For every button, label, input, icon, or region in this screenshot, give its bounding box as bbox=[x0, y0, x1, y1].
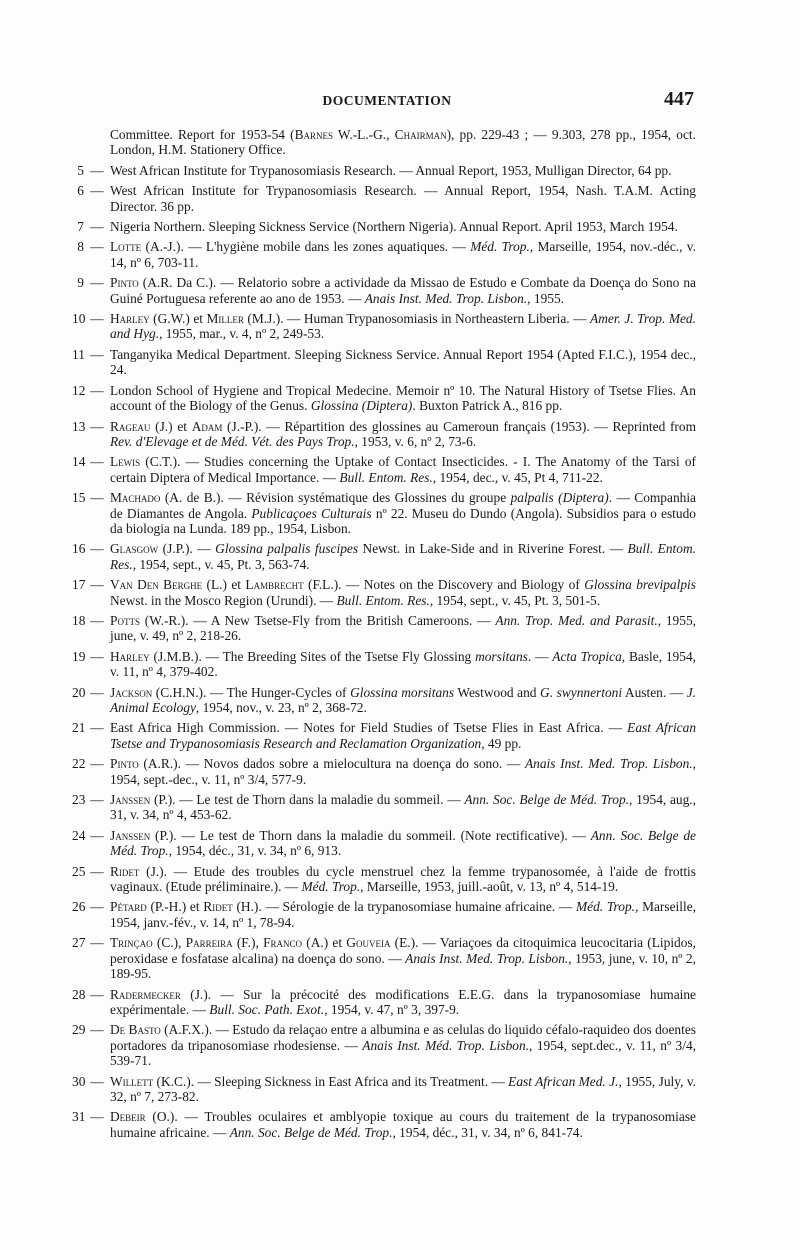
italic-title: Publicaçoes Culturais bbox=[251, 505, 372, 521]
reference-segment: , 1954, déc., 31, v. 34, nº 6, 913. bbox=[168, 843, 342, 859]
reference-entry bbox=[72, 163, 696, 178]
reference-number: 28 bbox=[72, 986, 86, 1002]
author-name: Janssen bbox=[110, 792, 151, 808]
reference-number: 31 bbox=[72, 1109, 86, 1125]
reference-text bbox=[110, 1109, 696, 1140]
reference-segment: . — bbox=[527, 648, 553, 664]
reference-number: 18 bbox=[72, 612, 86, 628]
dash-separator: — bbox=[90, 577, 104, 593]
reference-segment: Westwood and bbox=[454, 684, 541, 700]
reference-number: 27 bbox=[72, 935, 86, 951]
author-name: Gouveia bbox=[346, 935, 391, 951]
dash-separator: — bbox=[90, 684, 104, 700]
reference-segment: (A. de B.). — Révision systématique des Glossines du groupe bbox=[160, 490, 511, 506]
reference-segment: (J.). — Sur la précocité des modifications E.E.G. dans la trypanosomiase humaine expérimentale. — bbox=[110, 986, 696, 1017]
reference-number: 8 bbox=[77, 239, 84, 255]
dash-separator: — bbox=[90, 541, 104, 557]
reference-number: 19 bbox=[72, 648, 86, 664]
reference-segment: (J.P.). — bbox=[158, 541, 216, 557]
author-name: Willett bbox=[110, 1073, 154, 1089]
dash-separator: — bbox=[90, 219, 104, 235]
page-header bbox=[80, 88, 694, 118]
reference-number: 22 bbox=[72, 756, 86, 772]
dash-separator: — bbox=[90, 490, 104, 506]
italic-title: East African Tsetse and Trypanosomiasis Research and Reclamation Organization bbox=[110, 720, 697, 751]
reference-number: 23 bbox=[72, 792, 86, 808]
reference-text bbox=[110, 1022, 696, 1068]
reference-segment: (A.) et bbox=[302, 935, 347, 951]
italic-title: Glossina morsitans bbox=[350, 684, 455, 700]
reference-segment: , 1955, june, v. 49, nº 2, 218-26. bbox=[110, 612, 696, 644]
reference-number: 16 bbox=[72, 541, 86, 557]
reference-segment: Committee. Report for 1953-54 ( bbox=[110, 127, 295, 142]
reference-entry bbox=[72, 935, 696, 981]
reference-segment: West African Institute for Trypanosomiasis Research. — Annual Report, 1954, Nash. T.A.M. Acting Director. 36 pp. bbox=[110, 183, 696, 214]
dash-separator: — bbox=[90, 418, 104, 434]
reference-number: 14 bbox=[72, 454, 86, 470]
author-name: Lotte bbox=[110, 239, 142, 255]
reference-number: 11 bbox=[72, 346, 85, 362]
reference-number: 6 bbox=[77, 183, 84, 199]
italic-title: Anais Inst. Méd. Trop. Lisbon. bbox=[362, 1037, 530, 1053]
reference-entry bbox=[72, 685, 696, 716]
author-name: Barnes W.-L.-G., Chairman bbox=[294, 127, 447, 142]
reference-segment: , 1953, june, v. 10, nº 2, 189-95. bbox=[110, 950, 696, 982]
reference-segment: nº 22. Museu do Dundo (Angola). Subsidios para o estudo da biologia na Lunda. 189 pp., 1954, Lisbon. bbox=[110, 505, 696, 536]
reference-text bbox=[110, 864, 696, 895]
reference-entry bbox=[72, 311, 696, 342]
reference-entry bbox=[72, 720, 696, 751]
italic-title: Ann. Soc. Belge de Méd. Trop. bbox=[464, 792, 630, 808]
reference-entry bbox=[72, 419, 696, 450]
reference-entry bbox=[72, 649, 696, 680]
italic-title: Méd. Trop. bbox=[301, 879, 361, 895]
reference-text bbox=[110, 935, 696, 981]
author-name: De Basto bbox=[110, 1022, 161, 1038]
author-name: Lewis bbox=[110, 454, 141, 470]
author-name: Machado bbox=[110, 490, 161, 506]
reference-segment: , 1955. bbox=[527, 290, 564, 306]
reference-text bbox=[110, 454, 696, 485]
reference-number: 30 bbox=[72, 1073, 86, 1089]
author-name: Lambrecht bbox=[245, 577, 304, 593]
author-name: Glasgow bbox=[110, 541, 159, 557]
reference-entry bbox=[72, 541, 696, 572]
reference-number: 29 bbox=[72, 1022, 86, 1038]
reference-text bbox=[110, 490, 696, 536]
reference-number: 25 bbox=[72, 863, 86, 879]
italic-title: Ann. Soc. Belge de Méd. Trop. bbox=[110, 827, 697, 859]
reference-entry bbox=[72, 183, 696, 214]
italic-title: Anais Inst. Med. Trop. Lisbon. bbox=[405, 950, 569, 966]
italic-title: palpalis (Diptera) bbox=[510, 490, 609, 506]
reference-segment: (M.J.). — Human Trypanosomiasis in Northeastern Liberia. — bbox=[243, 311, 591, 327]
reference-segment: (L.) et bbox=[202, 577, 246, 593]
reference-list bbox=[72, 127, 696, 1145]
reference-segment: (J.). — Etude des troubles du cycle menstruel chez la femme trypanosomée, à l'aide de frottis vaginaux. (Etude préliminaire.). — bbox=[110, 863, 696, 895]
reference-segment: East Africa High Commission. — Notes for Field Studies of Tsetse Flies in East Africa. — bbox=[110, 720, 628, 736]
italic-title: Bull. Entom. Res. bbox=[336, 592, 430, 608]
italic-title: Bull. Soc. Path. Exot. bbox=[209, 1001, 325, 1017]
reference-segment: (C.T.). — Studies concerning the Uptake of Contact Insecticides. - I. The Anatomy of the Tarsi of certain Diptera of Medical Importance. — bbox=[110, 454, 696, 485]
italic-title: G. swynnertoni bbox=[540, 684, 623, 700]
reference-text bbox=[110, 311, 696, 342]
reference-segment: Nigeria Northern. Sleeping Sickness Service (Northern Nigeria). Annual Report. April 1953, March 1954. bbox=[110, 219, 678, 235]
reference-text bbox=[110, 720, 696, 751]
reference-entry bbox=[72, 1074, 696, 1105]
author-name: Janssen bbox=[110, 827, 151, 843]
reference-segment: , Marseille, 1954, janv.-fév., v. 14, nº 1, 78-94. bbox=[110, 899, 696, 930]
reference-entry bbox=[72, 347, 696, 378]
italic-title: Glossina (Diptera) bbox=[310, 398, 413, 414]
reference-segment: (K.C.). — Sleeping Sickness in East Africa and its Treatment. — bbox=[153, 1073, 509, 1089]
dash-separator: — bbox=[90, 239, 104, 255]
reference-entry bbox=[72, 577, 696, 608]
reference-segment: (A.R. Da C.). — Relatorio sobre a actividade da Missao de Estudo e Combate da Doença do Sono na Guiné Portuguesa referente ao ano de 1953. — bbox=[110, 275, 696, 306]
italic-title: Ann. Soc. Belge de Méd. Trop. bbox=[229, 1124, 393, 1140]
reference-text bbox=[110, 613, 696, 644]
dash-separator: — bbox=[90, 1022, 104, 1038]
reference-number: 20 bbox=[72, 684, 86, 700]
reference-segment: (A.-J.). — L'hygiène mobile dans les zones aquatiques. — bbox=[141, 239, 471, 255]
author-name: Pétard bbox=[110, 899, 147, 915]
reference-segment: , 1954, déc., 31, v. 34, nº 6, 841-74. bbox=[392, 1124, 583, 1140]
reference-text bbox=[110, 828, 696, 859]
reference-segment: (H.). — Sérologie de la trypanosomiase humaine africaine. — bbox=[232, 899, 576, 915]
reference-segment: , 1955, July, v. 32, nº 7, 273-82. bbox=[110, 1073, 696, 1104]
reference-text bbox=[110, 649, 696, 680]
reference-entry bbox=[72, 383, 696, 414]
reference-number: 7 bbox=[77, 219, 84, 235]
reference-entry bbox=[72, 828, 696, 859]
italic-title: morsitans bbox=[475, 648, 528, 664]
reference-segment: (A.F.X.). — Estudo da relaçao entre a albumina e as celulas do liquido céfalo-raquideo dos doentes portadores da tripanosomiase rhodesiense. — bbox=[110, 1022, 696, 1053]
reference-entry bbox=[72, 756, 696, 787]
reference-segment: Tanganyika Medical Department. Sleeping Sickness Service. Annual Report 1954 (Apted F.I.C.), 1954 dec., 24. bbox=[110, 346, 696, 378]
reference-text bbox=[110, 541, 696, 572]
author-name: Potts bbox=[110, 612, 140, 628]
reference-text bbox=[110, 792, 696, 823]
reference-text bbox=[110, 685, 696, 716]
dash-separator: — bbox=[90, 1109, 104, 1125]
reference-segment: (C.), bbox=[152, 935, 186, 951]
reference-segment: , 1954, aug., 31, v. 34, nº 4, 453-62. bbox=[110, 792, 696, 823]
dash-separator: — bbox=[90, 346, 104, 362]
reference-segment: (A.R.). — Novos dados sobre a mielocultura na doença do sono. — bbox=[138, 756, 525, 772]
reference-number: 13 bbox=[72, 418, 86, 434]
dash-separator: — bbox=[90, 986, 104, 1002]
reference-text bbox=[110, 219, 696, 234]
author-name: Franco bbox=[263, 935, 303, 951]
italic-title: J. Animal Ecology bbox=[110, 684, 696, 715]
italic-title: Glossina brevipalpis bbox=[584, 577, 696, 593]
italic-title: Méd. Trop. bbox=[575, 899, 635, 915]
italic-title: Acta Tropica bbox=[552, 648, 622, 664]
author-name: Ridet bbox=[203, 899, 233, 915]
reference-text bbox=[110, 163, 696, 178]
reference-segment: (P.). — Le test de Thorn dans la maladie du sommeil. (Note rectificative). — bbox=[150, 827, 591, 843]
reference-text bbox=[110, 347, 696, 378]
reference-segment: (W.-R.). — A New Tsetse-Fly from the British Cameroons. — bbox=[139, 612, 496, 628]
author-name: Ridet bbox=[110, 863, 140, 879]
dash-separator: — bbox=[90, 1073, 104, 1089]
dash-separator: — bbox=[90, 720, 104, 736]
reference-entry bbox=[72, 792, 696, 823]
author-name: Pinto bbox=[110, 275, 139, 291]
italic-title: Ann. Trop. Med. and Parasit. bbox=[495, 612, 658, 628]
dash-separator: — bbox=[90, 899, 104, 915]
reference-segment: . Buxton Patrick A., 816 pp. bbox=[412, 398, 563, 414]
reference-segment: (J.-P.). — Répartition des glossines au Cameroun français (1953). — Reprinted from bbox=[222, 418, 697, 434]
dash-separator: — bbox=[90, 648, 104, 664]
author-name: Adam bbox=[191, 418, 223, 434]
reference-segment: West African Institute for Trypanosomiasis Research. — Annual Report, 1953, Mulligan Director, 64 pp. bbox=[110, 162, 672, 178]
reference-segment: (P.-H.) et bbox=[146, 899, 204, 915]
italic-title: Bull. Entom. Res. bbox=[339, 469, 433, 485]
author-name: Harley bbox=[110, 311, 150, 327]
reference-number: 10 bbox=[72, 311, 86, 327]
reference-segment: Newst. in Lake-Side and in Riverine Forest. — bbox=[358, 541, 628, 557]
reference-entry bbox=[72, 127, 696, 158]
reference-segment: (J.) et bbox=[150, 418, 192, 434]
reference-number: 26 bbox=[72, 899, 86, 915]
author-name: Pinto bbox=[110, 756, 139, 772]
author-name: Miller bbox=[206, 311, 244, 327]
reference-segment: , 1954, sept., v. 45, Pt. 3, 501-5. bbox=[429, 592, 601, 608]
reference-segment: , 1954, nov., v. 23, nº 2, 368-72. bbox=[195, 700, 367, 715]
reference-text bbox=[110, 275, 696, 306]
author-name: Trinçao bbox=[110, 935, 153, 951]
reference-segment: , Basle, 1954, v. 11, nº 4, 379-402. bbox=[110, 648, 696, 680]
reference-number: 24 bbox=[72, 827, 86, 843]
reference-text bbox=[72, 127, 696, 158]
running-title: DOCUMENTATION bbox=[322, 93, 452, 108]
reference-segment: (P.). — Le test de Thorn dans la maladie du sommeil. — bbox=[150, 792, 465, 808]
reference-number: 15 bbox=[72, 490, 86, 506]
reference-segment: (F.L.). — Notes on the Discovery and Biology of bbox=[303, 577, 585, 593]
reference-entry bbox=[72, 987, 696, 1018]
italic-title: Rev. d'Elevage et de Méd. Vét. des Pays Trop. bbox=[110, 433, 355, 449]
reference-segment: Austen. — bbox=[622, 684, 687, 700]
reference-segment: (J.M.B.). — The Breeding Sites of the Tsetse Fly Glossing bbox=[149, 648, 476, 664]
reference-segment: , 1954, v. 47, nº 3, 397-9. bbox=[324, 1001, 460, 1017]
author-name: Rageau bbox=[110, 418, 151, 434]
italic-title: Anais Inst. Med. Trop. Lisbon. bbox=[524, 756, 693, 772]
reference-entry bbox=[72, 275, 696, 306]
dash-separator: — bbox=[90, 756, 104, 772]
reference-text bbox=[110, 419, 696, 450]
reference-segment: ), pp. 229-43 ; — 9.303, 278 pp., 1954, oct. London, H.M. Stationery Office. bbox=[110, 127, 696, 158]
dash-separator: — bbox=[90, 792, 104, 808]
dash-separator: — bbox=[90, 382, 104, 398]
page-number: 447 bbox=[664, 88, 694, 110]
reference-number: 12 bbox=[72, 382, 86, 398]
author-name: Parreira bbox=[185, 935, 233, 951]
dash-separator: — bbox=[90, 612, 104, 628]
author-name: Jackson bbox=[110, 684, 153, 700]
reference-entry bbox=[72, 1109, 696, 1140]
author-name: Debeir bbox=[110, 1109, 146, 1125]
italic-title: Amer. J. Trop. Med. and Hyg. bbox=[110, 311, 696, 342]
reference-segment: (O.). — Troubles oculaires et amblyopie toxique au cours du traitement de la trypanosomiase humaine africaine. — bbox=[110, 1109, 696, 1140]
italic-title: Bull. Entom. Res. bbox=[110, 541, 696, 572]
author-name: Van Den Berghe bbox=[110, 577, 203, 593]
dash-separator: — bbox=[90, 827, 104, 843]
italic-title: East African Med. J. bbox=[508, 1073, 619, 1089]
reference-segment: , 1954, sept., v. 45, Pt. 3, 563-74. bbox=[132, 556, 310, 572]
author-name: Radermecker bbox=[110, 986, 181, 1002]
reference-segment: London School of Hygiene and Tropical Medecine. Memoir nº 10. The Natural History of Tsetse Flies. An account of the Biology of the Genus. bbox=[110, 382, 696, 414]
reference-text bbox=[110, 756, 696, 787]
reference-entry bbox=[72, 1022, 696, 1068]
reference-text bbox=[110, 899, 696, 930]
reference-segment: Newst. in the Mosco Region (Urundi). — bbox=[110, 592, 337, 608]
reference-number: 21 bbox=[72, 720, 86, 736]
italic-title: Anais Inst. Med. Trop. Lisbon. bbox=[364, 290, 528, 306]
reference-segment: (C.H.N.). — The Hunger-Cycles of bbox=[152, 684, 351, 700]
reference-segment: , 1954, sept.dec., v. 11, nº 3/4, 539-71. bbox=[110, 1037, 696, 1069]
reference-text bbox=[110, 383, 696, 414]
reference-entry bbox=[72, 454, 696, 485]
reference-entry bbox=[72, 490, 696, 536]
italic-title: Glossina palpalis fuscipes bbox=[215, 541, 359, 557]
reference-text bbox=[110, 183, 696, 214]
reference-text bbox=[110, 239, 696, 270]
dash-separator: — bbox=[90, 183, 104, 199]
reference-number: 5 bbox=[77, 162, 84, 178]
reference-number: 17 bbox=[72, 577, 86, 593]
reference-segment: , 1953, v. 6, nº 2, 73-6. bbox=[354, 433, 477, 449]
reference-segment: , 49 pp. bbox=[481, 735, 522, 751]
reference-segment: , 1955, mar., v. 4, nº 2, 249-53. bbox=[159, 326, 325, 342]
reference-entry bbox=[72, 613, 696, 644]
reference-text bbox=[110, 987, 696, 1018]
dash-separator: — bbox=[90, 863, 104, 879]
dash-separator: — bbox=[90, 935, 104, 951]
reference-segment: . — Companhia de Diamantes de Angola. bbox=[110, 490, 696, 521]
reference-segment: (F.), bbox=[232, 935, 264, 951]
italic-title: Méd. Trop. bbox=[470, 239, 530, 255]
reference-segment: , 1954, sept.-dec., v. 11, nº 3/4, 577-9. bbox=[110, 756, 696, 787]
reference-entry bbox=[72, 899, 696, 930]
reference-entry bbox=[72, 864, 696, 895]
reference-entry bbox=[72, 219, 696, 234]
reference-text bbox=[110, 1074, 696, 1105]
author-name: Harley bbox=[110, 648, 150, 664]
dash-separator: — bbox=[90, 454, 104, 470]
reference-text bbox=[110, 577, 696, 608]
dash-separator: — bbox=[90, 162, 104, 178]
reference-number: 9 bbox=[77, 275, 84, 291]
dash-separator: — bbox=[90, 275, 104, 291]
reference-segment: (E.). — Variaçoes da citoquimica leucocitaria (Lipidos, peroxidase e fosfatase alcalina) na doença do sono. — bbox=[110, 935, 696, 966]
dash-separator: — bbox=[90, 311, 104, 327]
reference-segment: , Marseille, 1953, juill.-août, v. 13, nº 4, 514-19. bbox=[360, 879, 619, 895]
reference-segment: (G.W.) et bbox=[149, 311, 207, 327]
reference-entry bbox=[72, 239, 696, 270]
reference-segment: , Marseille, 1954, nov.-déc., v. 14, nº 6, 703-11. bbox=[110, 239, 696, 270]
reference-segment: , 1954, dec., v. 45, Pt 4, 711-22. bbox=[432, 469, 603, 485]
